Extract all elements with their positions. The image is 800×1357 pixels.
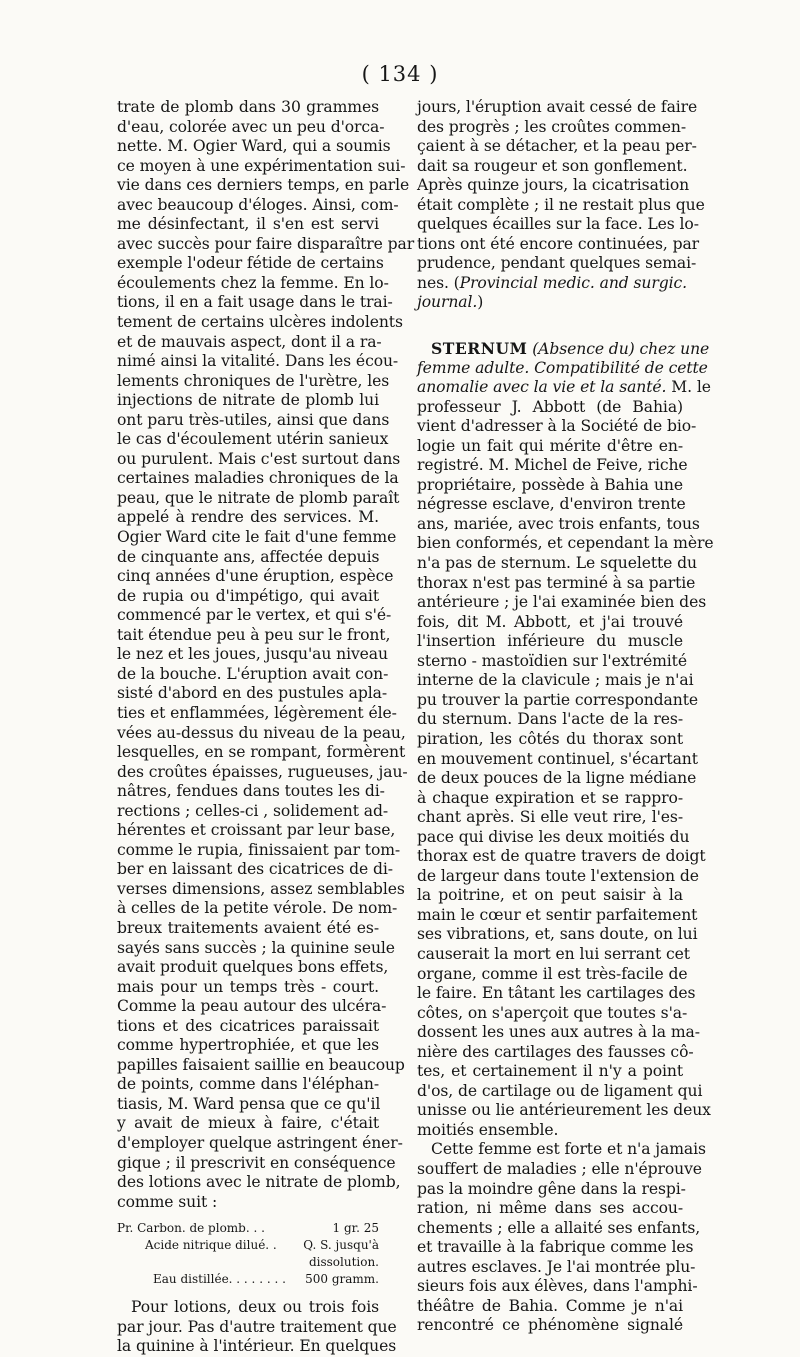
text-line: de rupia ou d'impétigo, qui avait — [117, 586, 379, 605]
text-line: des lotions avec le nitrate de plomb, — [117, 1173, 401, 1192]
prescription-row — [117, 1254, 379, 1271]
text-line: chant après. Si elle veut rire, l'es- — [417, 808, 683, 827]
left-paragraph-body — [117, 98, 415, 1212]
text-line: tions et des cicatrices paraissait — [117, 1016, 379, 1035]
text-line: interne de la clavicule ; mais je n'ai — [417, 671, 694, 690]
text-line: négresse esclave, d'environ trente — [417, 495, 686, 514]
text-line: moitiés ensemble. — [417, 1120, 559, 1139]
text-line: d'eau, colorée avec un peu d'orca- — [117, 117, 385, 136]
text-line: lements chroniques de l'urètre, les — [117, 371, 390, 390]
text-line: tement de certains ulcères indolents — [117, 313, 403, 332]
right-paragraph-body — [417, 397, 714, 1141]
ingredient-quantity: 500 gramm. — [305, 1272, 379, 1287]
text-line: journal.) — [417, 293, 484, 312]
text-line: à celles de la petite vérole. De nom- — [117, 899, 398, 918]
left-column — [117, 98, 415, 1357]
text-line: vie dans ces derniers temps, en parle — [117, 176, 410, 195]
text-line: Cette femme est forte et n'a jamais — [431, 1140, 706, 1159]
text-line: souffert de maladies ; elle n'éprouve — [417, 1159, 702, 1178]
text-line — [417, 358, 708, 379]
left-paragraph-end — [117, 1298, 397, 1357]
text-line: ses vibrations, et, sans doute, on lui — [417, 925, 698, 944]
text-line: théâtre de Bahia. Comme je n'ai — [417, 1296, 683, 1315]
text-line: et de mauvais aspect, dont il a ra- — [117, 332, 382, 351]
text-line: de points, comme dans l'éléphan- — [117, 1075, 379, 1094]
source-citation: journal. — [417, 293, 478, 312]
text-line: bien conformés, et cependant la mère — [417, 534, 714, 553]
text-line: le nez et les joues, jusqu'au niveau — [117, 645, 388, 664]
text-line: d'os, de cartilage ou de ligament qui — [417, 1081, 703, 1100]
text-line: dossent les unes aux autres à la ma- — [417, 1023, 700, 1042]
text-line: par jour. Pas d'autre traitement que — [117, 1317, 397, 1336]
text-line: thorax n'est pas terminé à sa partie — [417, 573, 696, 592]
text-line: sterno - mastoïdien sur l'extrémité — [417, 651, 687, 670]
text-line: et travaille à la fabrique comme les — [417, 1238, 694, 1257]
text-line: en mouvement continuel, s'écartant — [417, 749, 698, 768]
text-line — [417, 339, 710, 359]
text-line: registré. M. Michel de Feive, riche — [417, 456, 688, 475]
text-line: sisté d'abord en des pustules apla- — [117, 684, 388, 703]
text-line: avec succès pour faire disparaître par — [117, 234, 415, 253]
text-line: tions, il en a fait usage dans le trai- — [117, 293, 393, 312]
text-line: y avait de mieux à faire, c'était — [117, 1114, 379, 1133]
text-line: comme suit : — [117, 1192, 218, 1211]
text-line: pu trouver la partie correspondante — [417, 690, 698, 709]
section-heading: STERNUM — [431, 339, 528, 359]
text-line: la poitrine, et on peut saisir à la — [417, 886, 683, 905]
text-line: avait produit quelques bons effets, — [117, 958, 389, 977]
text-line: prudence, pendant quelques semai- — [417, 254, 697, 273]
text-line: du sternum. Dans l'acte de la res- — [417, 710, 683, 729]
text-line: ber en laissant des cicatrices de di- — [117, 860, 393, 879]
text-line: de cinquante ans, affectée depuis — [117, 547, 380, 566]
text-line: lesquelles, en se rompant, formèrent — [117, 743, 406, 762]
right-paragraph-start — [417, 98, 705, 293]
text-line: commencé par le vertex, et qui s'é- — [117, 606, 392, 625]
page-number: ( 134 ) — [361, 62, 439, 86]
text-line: certaines maladies chroniques de la — [117, 469, 399, 488]
text-line: peau, que le nitrate de plomb paraît — [117, 488, 400, 507]
text-line: fois, dit M. Abbott, et j'ai trouvé — [417, 612, 683, 631]
text-line: ties et enflammées, légèrement éle- — [117, 703, 397, 722]
text-line: rencontré ce phénomène signalé — [417, 1316, 683, 1335]
text-line: tiasis, M. Ward pensa que ce qu'il — [117, 1094, 381, 1113]
text-line: piration, les côtés du thorax sont — [417, 729, 683, 748]
prescription — [117, 1220, 379, 1288]
text-line: écoulements chez la femme. En lo- — [117, 273, 389, 292]
ingredient-name: Pr. Carbon. de plomb. . . — [117, 1221, 265, 1236]
text-line: chements ; elle a allaité ses enfants, — [417, 1218, 701, 1237]
text-line: nimé ainsi la vitalité. Dans les écou- — [117, 352, 399, 371]
text-line: tions ont été encore continuées, par — [417, 234, 700, 253]
section-title: anomalie avec la vie et la santé. — [417, 378, 667, 397]
ingredient-quantity: dissolution. — [308, 1255, 379, 1270]
text-line: exemple l'odeur fétide de certains — [117, 254, 384, 273]
text-line: logie un fait qui mérite d'être en- — [417, 436, 683, 455]
text-line: anomalie avec la vie et la santé. M. le — [417, 378, 711, 397]
text-line: ration, ni même dans ses accou- — [417, 1199, 683, 1218]
text-line: d'employer quelque astringent éner- — [117, 1133, 403, 1152]
text-line: avec beaucoup d'éloges. Ainsi, com- — [117, 195, 399, 214]
text-line: mais pour un temps très - court. — [117, 977, 379, 996]
prescription-row — [117, 1271, 379, 1288]
text-line: des progrès ; les croûtes commen- — [417, 117, 687, 136]
text-line: Comme la peau autour des ulcéra- — [117, 997, 387, 1016]
text-line: organe, comme il est très-facile de — [417, 964, 688, 983]
text-line: antérieure ; je l'ai examinée bien des — [417, 593, 707, 612]
text-line: Après quinze jours, la cicatrisation — [417, 176, 690, 195]
text-line: de largeur dans toute l'extension de — [417, 866, 699, 885]
section-gap — [417, 313, 683, 339]
text-line: jours, l'éruption avait cessé de faire — [417, 98, 698, 116]
text-line: professeur J. Abbott (de Bahia) — [417, 397, 683, 416]
text-line: rections ; celles-ci , solidement ad- — [117, 801, 389, 820]
text-line: des croûtes épaisses, rugueuses, jau- — [117, 762, 408, 781]
text-line: pas la moindre gêne dans la respi- — [417, 1179, 686, 1198]
text-line: autres esclaves. Je l'ai montrée plu- — [417, 1257, 696, 1276]
text-line: verses dimensions, assez semblables — [117, 879, 405, 898]
text-line: de la bouche. L'éruption avait con- — [117, 664, 389, 683]
text-line: de deux pouces de la ligne médiane — [417, 769, 697, 788]
right-paragraph-end — [417, 1140, 706, 1335]
text-line: appelé à rendre des services. M. — [117, 508, 379, 527]
text-line: trate de plomb dans 30 grammes — [117, 98, 379, 116]
text-line: était complète ; il ne restait plus que — [417, 195, 705, 214]
section-title: femme adulte. Compatibilité de cette — [417, 358, 708, 377]
text-line: causerait la mort en lui serrant cet — [417, 944, 690, 963]
text-line: le cas d'écoulement utérin sanieux — [117, 430, 389, 449]
text-line: Ogier Ward cite le fait d'une femme — [117, 528, 397, 547]
ingredient-quantity: Q. S. jusqu'à — [303, 1238, 379, 1253]
text-line: injections de nitrate de plomb lui — [117, 391, 379, 410]
text-line: tes, et certainement il n'y a point — [417, 1062, 683, 1081]
text-line: vient d'adresser à la Société de bio- — [417, 417, 697, 436]
text-line: comme hypertrophiée, et que les — [117, 1036, 379, 1055]
text-line: nâtres, fendues dans toutes les di- — [117, 782, 385, 801]
text-line: dait sa rougeur et son gonflement. — [417, 156, 688, 175]
text-line: quelques écailles sur la face. Les lo- — [417, 215, 699, 234]
text-line: sieurs fois aux élèves, dans l'amphi- — [417, 1277, 698, 1296]
ingredient-name: Eau distillée. . . . . . . . — [153, 1272, 286, 1287]
text-line: le faire. En tâtant les cartilages des — [417, 984, 696, 1003]
text-line: n'a pas de sternum. Le squelette du — [417, 554, 697, 573]
source-citation: Provincial medic. and surgic. — [459, 273, 687, 292]
text-line: à chaque expiration et se rappro- — [417, 788, 683, 807]
text-line: ans, mariée, avec trois enfants, tous — [417, 514, 700, 533]
text-line: ce moyen à une expérimentation sui- — [117, 156, 406, 175]
text-line: gique ; il prescrivit en conséquence — [117, 1153, 396, 1172]
text-line: sayés sans succès ; la quinine seule — [117, 938, 395, 957]
text-line: unisse ou lie antérieurement les deux — [417, 1101, 711, 1120]
ingredient-name: Acide nitrique dilué. . — [145, 1238, 277, 1253]
text-line: hérentes et croissant par leur base, — [117, 821, 396, 840]
right-column — [417, 98, 714, 1336]
text-line: thorax est de quatre travers de doigt — [417, 847, 706, 866]
text-line: çaient à se détacher, et la peau per- — [417, 137, 697, 156]
text-line: pace qui divise les deux moitiés du — [417, 827, 690, 846]
text-line: ont paru très-utiles, ainsi que dans — [117, 410, 390, 429]
text-line: papilles faisaient saillie en beaucoup — [117, 1055, 405, 1074]
text-line: nière des cartilages des fausses cô- — [417, 1042, 694, 1061]
text-line: tait étendue peu à peu sur le front, — [117, 625, 391, 644]
text-line: côtes, on s'aperçoit que toutes s'a- — [417, 1003, 688, 1022]
text-line: me désinfectant, il s'en est servi — [117, 215, 379, 234]
text-line: nes. (Provincial medic. and surgic. — [417, 273, 687, 292]
text-line: comme le rupia, finissaient par tom- — [117, 840, 401, 859]
prescription-row — [117, 1220, 379, 1237]
prescription-row — [117, 1237, 379, 1254]
text-line: cinq années d'une éruption, espèce — [117, 567, 394, 586]
text-line: ou purulent. Mais c'est surtout dans — [117, 449, 401, 468]
ingredient-quantity: 1 gr. 25 — [332, 1221, 379, 1236]
text-line: propriétaire, possède à Bahia une — [417, 475, 683, 494]
text-line: l'insertion inférieure du muscle — [417, 632, 683, 651]
text-line: nette. M. Ogier Ward, qui a soumis — [117, 137, 391, 156]
text-line: vées au-dessus du niveau de la peau, — [117, 723, 406, 742]
text-line: la quinine à l'intérieur. En quelques — [117, 1337, 397, 1356]
text-line: Pour lotions, deux ou trois fois — [131, 1298, 379, 1317]
text-line: breux traitements avaient été es- — [117, 918, 379, 937]
text-line: main le cœur et sentir parfaitement — [417, 905, 698, 924]
section-title: (Absence du) chez une — [532, 340, 710, 359]
